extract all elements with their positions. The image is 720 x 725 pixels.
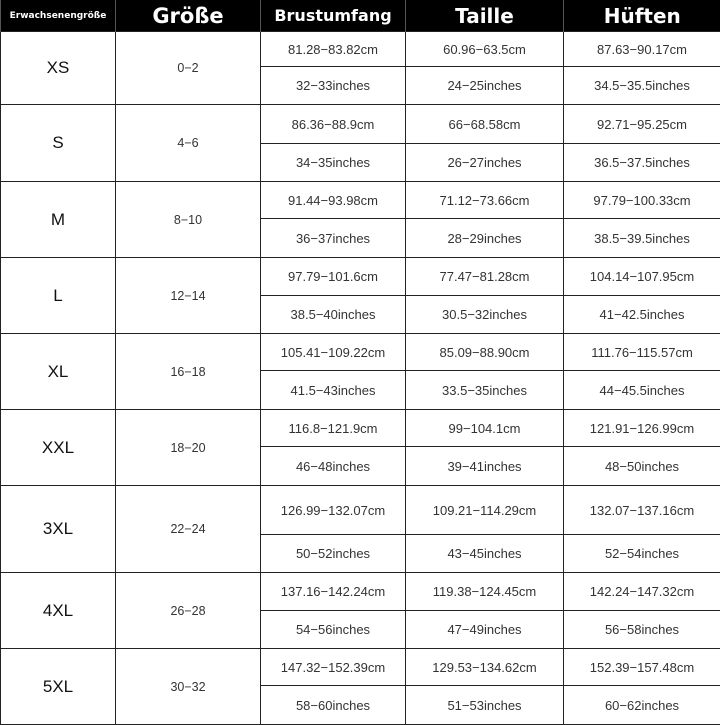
bust-cm-cell: 86.36−88.9cm [261, 105, 406, 144]
hips-cm-cell: 97.79−100.33cm [564, 182, 720, 219]
table-row [1, 182, 720, 219]
waist-inches-cell: 43−45inches [406, 535, 564, 573]
bust-inches-cell: 58−60inches [261, 686, 406, 725]
size-label-cell: L [1, 258, 116, 334]
bust-cm-cell: 91.44−93.98cm [261, 182, 406, 219]
waist-cm-cell: 60.96−63.5cm [406, 32, 564, 67]
header-row [1, 0, 720, 32]
hips-inches-cell: 60−62inches [564, 686, 720, 725]
hips-inches-cell: 36.5−37.5inches [564, 144, 720, 182]
hips-cm-cell: 132.07−137.16cm [564, 486, 720, 535]
bust-inches-cell: 36−37inches [261, 219, 406, 258]
header-hips: Hüften [564, 0, 720, 32]
bust-cm-cell: 97.79−101.6cm [261, 258, 406, 296]
size-label-cell: S [1, 105, 116, 182]
size-range-cell: 18−20 [116, 410, 261, 486]
hips-cm-cell: 104.14−107.95cm [564, 258, 720, 296]
waist-inches-cell: 28−29inches [406, 219, 564, 258]
size-label-cell: 5XL [1, 649, 116, 725]
size-label-cell: XS [1, 32, 116, 105]
size-label-cell: 3XL [1, 486, 116, 573]
header-bust: Brustumfang [261, 0, 406, 32]
table-row [1, 649, 720, 686]
bust-cm-cell: 126.99−132.07cm [261, 486, 406, 535]
waist-cm-cell: 66−68.58cm [406, 105, 564, 144]
size-label-cell: 4XL [1, 573, 116, 649]
waist-cm-cell: 119.38−124.45cm [406, 573, 564, 611]
waist-cm-cell: 129.53−134.62cm [406, 649, 564, 686]
bust-inches-cell: 38.5−40inches [261, 296, 406, 334]
waist-inches-cell: 47−49inches [406, 611, 564, 649]
table-row [1, 334, 720, 371]
header-waist: Taille [406, 0, 564, 32]
hips-cm-cell: 111.76−115.57cm [564, 334, 720, 371]
hips-inches-cell: 56−58inches [564, 611, 720, 649]
size-range-cell: 30−32 [116, 649, 261, 725]
header-adult-size: Erwachsenengröße [1, 0, 116, 32]
hips-inches-cell: 34.5−35.5inches [564, 67, 720, 105]
hips-inches-cell: 41−42.5inches [564, 296, 720, 334]
table-row [1, 32, 720, 67]
hips-inches-cell: 48−50inches [564, 447, 720, 486]
table-body [1, 32, 720, 725]
bust-inches-cell: 46−48inches [261, 447, 406, 486]
hips-inches-cell: 52−54inches [564, 535, 720, 573]
table-row [1, 410, 720, 447]
waist-cm-cell: 77.47−81.28cm [406, 258, 564, 296]
waist-inches-cell: 30.5−32inches [406, 296, 564, 334]
hips-cm-cell: 92.71−95.25cm [564, 105, 720, 144]
hips-cm-cell: 87.63−90.17cm [564, 32, 720, 67]
size-range-cell: 16−18 [116, 334, 261, 410]
bust-inches-cell: 50−52inches [261, 535, 406, 573]
waist-cm-cell: 85.09−88.90cm [406, 334, 564, 371]
bust-cm-cell: 105.41−109.22cm [261, 334, 406, 371]
table-row [1, 258, 720, 296]
waist-inches-cell: 33.5−35inches [406, 371, 564, 410]
bust-inches-cell: 41.5−43inches [261, 371, 406, 410]
waist-inches-cell: 26−27inches [406, 144, 564, 182]
waist-cm-cell: 71.12−73.66cm [406, 182, 564, 219]
hips-cm-cell: 142.24−147.32cm [564, 573, 720, 611]
size-range-cell: 0−2 [116, 32, 261, 105]
bust-cm-cell: 137.16−142.24cm [261, 573, 406, 611]
waist-cm-cell: 109.21−114.29cm [406, 486, 564, 535]
hips-cm-cell: 121.91−126.99cm [564, 410, 720, 447]
table-row [1, 486, 720, 535]
bust-inches-cell: 34−35inches [261, 144, 406, 182]
size-label-cell: M [1, 182, 116, 258]
waist-inches-cell: 51−53inches [406, 686, 564, 725]
bust-inches-cell: 32−33inches [261, 67, 406, 105]
size-range-cell: 26−28 [116, 573, 261, 649]
table-row [1, 105, 720, 144]
bust-cm-cell: 116.8−121.9cm [261, 410, 406, 447]
header-size: Größe [116, 0, 261, 32]
hips-inches-cell: 44−45.5inches [564, 371, 720, 410]
hips-cm-cell: 152.39−157.48cm [564, 649, 720, 686]
bust-inches-cell: 54−56inches [261, 611, 406, 649]
waist-inches-cell: 24−25inches [406, 67, 564, 105]
size-label-cell: XL [1, 334, 116, 410]
waist-cm-cell: 99−104.1cm [406, 410, 564, 447]
waist-inches-cell: 39−41inches [406, 447, 564, 486]
size-range-cell: 22−24 [116, 486, 261, 573]
table-row [1, 573, 720, 611]
hips-inches-cell: 38.5−39.5inches [564, 219, 720, 258]
size-label-cell: XXL [1, 410, 116, 486]
size-range-cell: 12−14 [116, 258, 261, 334]
bust-cm-cell: 81.28−83.82cm [261, 32, 406, 67]
size-range-cell: 8−10 [116, 182, 261, 258]
size-range-cell: 4−6 [116, 105, 261, 182]
bust-cm-cell: 147.32−152.39cm [261, 649, 406, 686]
